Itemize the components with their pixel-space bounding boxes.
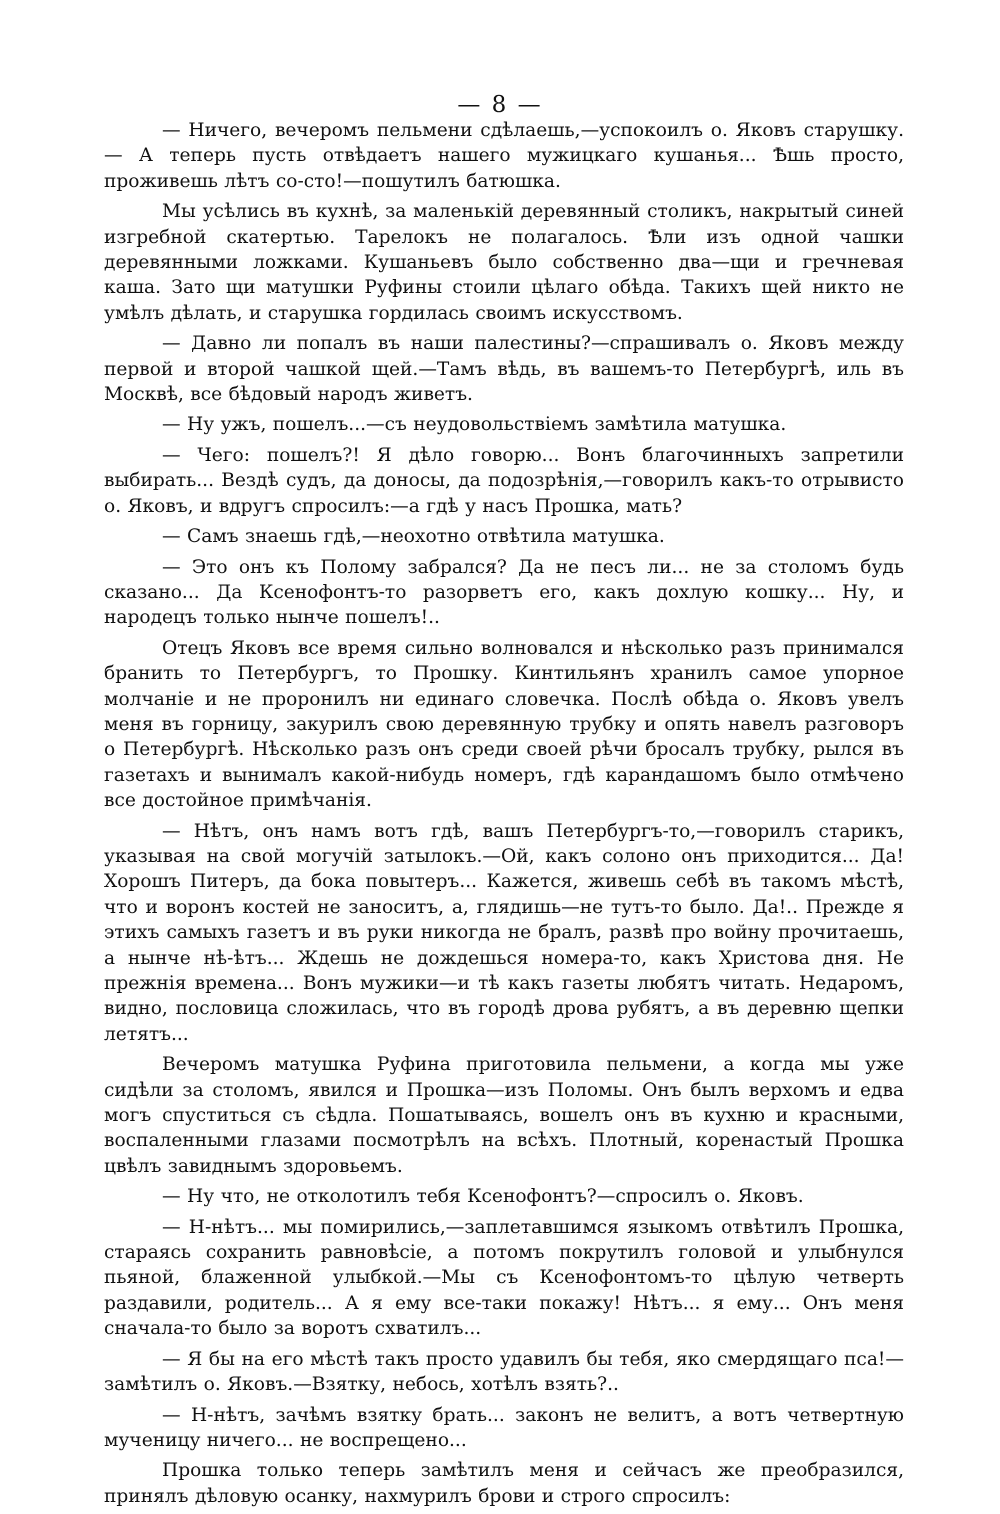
paragraph: — Ну что, не отколотилъ тебя Ксенофонтъ?—спросилъ о. Яковъ. — [162, 1186, 804, 1208]
paragraph: Вечеромъ матушка Руфина приготовила пельмени, а когда мы уже сидѣли за столомъ, явился и Прошка—изъ Поломы. Онъ былъ верхомъ и едва могъ спуститься съ сѣдла. Пошатываясь, вошелъ онъ въ кухню и красными, воспаленными глазами посмотрѣлъ на всѣхъ. Плотный, коренастый Прошка цвѣлъ завиднымъ здоровьемъ. — [104, 1054, 904, 1177]
paragraph: — Я бы на его мѣстѣ такъ просто удавилъ бы тебя, яко смердящаго пса!—замѣтилъ о. Яковъ.—Взятку, небось, хотѣлъ взять?.. — [104, 1348, 904, 1396]
paragraph: — Н-нѣтъ... мы помирились,—заплетавшимся языкомъ отвѣтилъ Прошка, стараясь сохранить равновѣсіе, а потомъ покрутилъ головой и улыбнулся пьяной, блаженной улыбкой.—Мы съ Ксенофонтомъ-то цѣлую четверть раздавили, родитель... А я ему все-таки покажу! Нѣтъ... я ему... Онъ меня сначала-то было за воротъ схватилъ... — [104, 1216, 904, 1340]
paragraph: — Ничего, вечеромъ пельмени сдѣлаешь,—успокоилъ о. Яковъ старушку.— А теперь пусть отвѣдаетъ нашего мужицкаго кушанья... Ѣшь просто, проживешь лѣтъ со-сто!—пошутилъ батюшка. — [104, 120, 904, 192]
paragraph: — Ну ужъ, пошелъ...—съ неудовольствіемъ замѣтила матушка. — [162, 414, 787, 436]
paragraph: — Чего: пошелъ?! Я дѣло говорю... Вонъ благочинныхъ запретили выбирать... Вездѣ судъ, да доносы, да подозрѣнія,—говорилъ какъ-то отрывисто о. Яковъ, и вдругъ спросилъ:—а гдѣ у насъ Прошка, мать? — [104, 444, 904, 517]
text-body — [104, 118, 904, 1514]
page-number: — 8 — — [457, 92, 543, 118]
paragraph: Прошка только теперь замѣтилъ меня и сейчасъ же преобразился, принялъ дѣловую осанку, нахмурилъ брови и строго спросилъ: — [104, 1460, 904, 1507]
paragraph: — Самъ знаешь гдѣ,—неохотно отвѣтила матушка. — [162, 526, 665, 548]
paragraph: — Нѣтъ, онъ намъ вотъ гдѣ, вашъ Петербургъ-то,—говорилъ старикъ, указывая на свой могучій затылокъ.—Ой, какъ солоно онъ приходится... Да! Хорошъ Питеръ, да бока повытеръ... Кажется, живешь себѣ въ такомъ мѣстѣ, что и воронъ костей не заноситъ, а, глядишь—не тутъ-то было. Да!.. Прежде я этихъ самыхъ газетъ и въ руки никогда не бралъ, развѣ про войну прочитаешь, а нынче нѣ-ѣтъ... Ждешь не дождешься номера-то, какъ Христова дня. Не прежнія времена... Вонъ мужики—и тѣ какъ газеты любятъ читать. Недаромъ, видно, пословица сложилась, что въ городѣ дрова рубятъ, а въ деревню щепки летятъ... — [104, 820, 904, 1045]
paragraph: — Н-нѣтъ, зачѣмъ взятку брать... законъ не велитъ, а вотъ четвертную мученицу ничего... не воспрещено... — [104, 1404, 904, 1451]
paragraph: — Это онъ къ Полому забрался? Да не песъ ли... не за столомъ будь сказано... Да Ксенофонтъ-то разорветъ его, какъ дохлую кошку... Ну, и народецъ только нынче пошелъ!.. — [104, 556, 904, 629]
paragraph: Отецъ Яковъ все время сильно волновался и нѣсколько разъ принимался бранить то Петербургъ, то Прошку. Кинтильянъ хранилъ самое упорное молчаніе и не проронилъ ни единаго словечка. Послѣ обѣда о. Яковъ увелъ меня въ горницу, закурилъ свою деревянную трубку и опять навелъ разговоръ о Петербургѣ. Нѣсколько разъ онъ среди своей рѣчи бросалъ трубку, рылся въ газетахъ и вынималъ какой-нибудь номеръ, гдѣ карандашомъ было отмѣчено все достойное примѣчанія. — [104, 637, 904, 812]
paragraph: — Давно ли попалъ въ наши палестины?—спрашивалъ о. Яковъ между первой и второй чашкой щей.—Тамъ вѣдь, въ вашемъ-то Петербургѣ, иль въ Москвѣ, все бѣдовый народъ живетъ. — [104, 333, 904, 406]
paragraph: Мы усѣлись въ кухнѣ, за маленькій деревянный столикъ, накрытый синей изгребной скатертью. Тарелокъ не полагалось. Ѣли изъ одной чашки деревянными ложками. Кушаньевъ было собственно два—щи и гречневая каша. Зато щи матушки Руфины стоили цѣлаго обѣда. Такихъ щей никто не умѣлъ дѣлать, и старушка гордилась своимъ искусствомъ. — [104, 201, 904, 324]
